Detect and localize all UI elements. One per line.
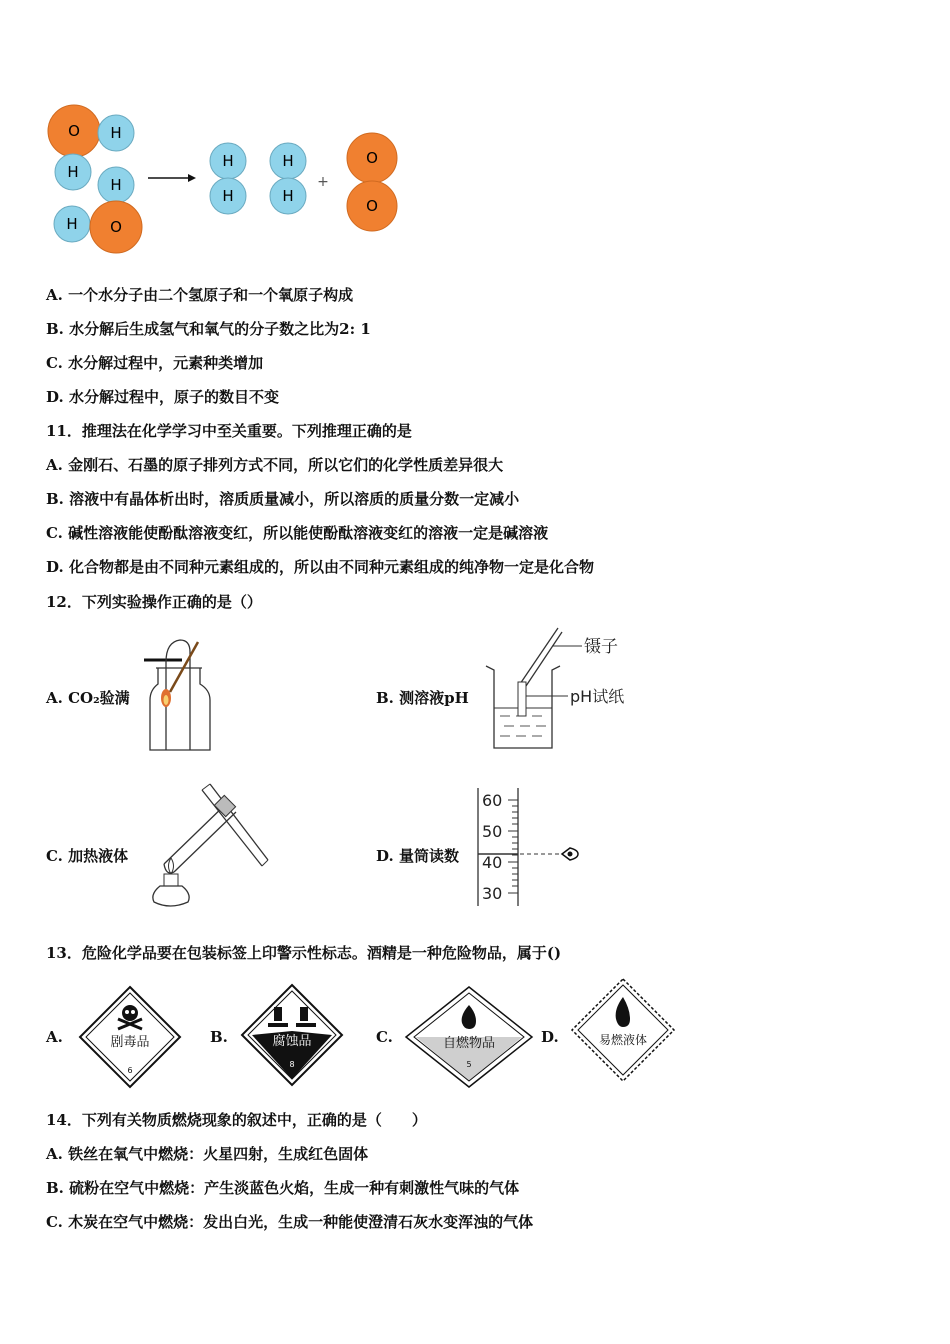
svg-text:5: 5 xyxy=(466,1060,472,1069)
q11-option-c: C. 碱性溶液能使酚酞溶液变红，所以能使酚酞溶液变红的溶液一定是碱溶液 xyxy=(46,524,549,542)
q10-option-a: A. 一个水分子由二个氢原子和一个氧原子构成 xyxy=(46,286,354,304)
q10-option-b: B. 水分解后生成氢气和氧气的分子数之比为2: 1 xyxy=(46,320,371,338)
co2-bottle-figure xyxy=(136,632,216,754)
q11-option-b: B. 溶液中有晶体析出时，溶质质量减小，所以溶质的质量分数一定减小 xyxy=(46,490,520,508)
tick-label: 50 xyxy=(482,822,503,841)
svg-text:6: 6 xyxy=(127,1066,133,1075)
hydrogen-atom xyxy=(98,115,134,151)
svg-text:H: H xyxy=(67,163,79,181)
eye-icon xyxy=(562,848,578,860)
svg-text:O: O xyxy=(68,122,80,140)
q12-option-d-label: D. 量筒读数 xyxy=(376,847,459,865)
oxygen-atom xyxy=(48,105,100,157)
q14-option-a: A. 铁丝在氧气中燃烧：火星四射，生成红色固体 xyxy=(46,1145,369,1163)
svg-text:O: O xyxy=(366,197,378,215)
q13-option-a-label: A. xyxy=(46,1028,63,1046)
q11-option-a: A. 金刚石、石墨的原子排列方式不同，所以它们的化学性质差异很大 xyxy=(46,456,504,474)
q13-option-c-label: C. xyxy=(376,1028,393,1046)
hydrogen-atom xyxy=(55,154,91,190)
svg-text:H: H xyxy=(282,187,294,205)
heating-liquid-figure xyxy=(140,778,275,913)
q14-option-b: B. 硫粉在空气中燃烧：产生淡蓝色火焰，生成一种有刺激性气味的气体 xyxy=(46,1179,520,1197)
flammable-liquid-sign xyxy=(570,977,676,1083)
q12-option-c-label: C. 加热液体 xyxy=(46,847,129,865)
reaction-arrow-icon xyxy=(148,174,196,182)
svg-text:H: H xyxy=(66,215,78,233)
hydrogen-atom xyxy=(54,206,90,242)
svg-text:H: H xyxy=(222,152,234,170)
plus-sign: + xyxy=(317,174,329,190)
q13-option-d-label: D. xyxy=(541,1028,559,1046)
graduated-cylinder-figure xyxy=(470,786,590,908)
hydrogen-atom xyxy=(210,178,246,214)
svg-text:H: H xyxy=(110,124,122,142)
svg-text:剧毒品: 剧毒品 xyxy=(110,1035,150,1050)
q11-stem: 11．推理法在化学学习中至关重要。下列推理正确的是 xyxy=(46,422,412,440)
tick-label: 30 xyxy=(482,884,503,903)
hydrogen-atom xyxy=(270,143,306,179)
tick-label: 60 xyxy=(482,791,503,810)
svg-text:自燃物品: 自燃物品 xyxy=(442,1036,496,1051)
svg-text:易燃液体: 易燃液体 xyxy=(598,1033,648,1047)
hydrogen-atom xyxy=(270,178,306,214)
oxygen-atom xyxy=(347,181,397,231)
q14-option-c: C. 木炭在空气中燃烧：发出白光，生成一种能使澄清石灰水变浑浊的气体 xyxy=(46,1213,534,1231)
ph-paper-label: pH试纸 xyxy=(570,687,625,706)
hydrogen-atom xyxy=(98,167,134,203)
svg-text:8: 8 xyxy=(289,1060,295,1069)
q11-option-d: D. 化合物都是由不同种元素组成的，所以由不同种元素组成的纯净物一定是化合物 xyxy=(46,558,594,576)
corrosive-sign xyxy=(240,983,344,1087)
q10-option-c: C. 水分解过程中，元素种类增加 xyxy=(46,354,264,372)
q12-option-b-label: B. 测溶液pH xyxy=(376,689,469,707)
svg-text:O: O xyxy=(110,218,122,236)
svg-text:O: O xyxy=(366,149,378,167)
water-decomposition-diagram xyxy=(40,100,410,260)
ph-test-figure xyxy=(480,624,655,754)
svg-text:H: H xyxy=(110,176,122,194)
q12-option-a-label: A. CO₂验满 xyxy=(46,689,130,707)
toxic-sign xyxy=(78,985,182,1089)
oxygen-atom xyxy=(347,133,397,183)
spontaneous-combustion-sign xyxy=(404,985,534,1089)
q13-option-b-label: B. xyxy=(210,1028,228,1046)
svg-text:H: H xyxy=(222,187,234,205)
oxygen-atom xyxy=(90,201,142,253)
q10-option-d: D. 水分解过程中，原子的数目不变 xyxy=(46,388,279,406)
tweezers-label: 镊子 xyxy=(584,637,618,657)
q14-stem: 14．下列有关物质燃烧现象的叙述中，正确的是（ ） xyxy=(46,1111,427,1129)
svg-text:腐蚀品: 腐蚀品 xyxy=(272,1034,312,1049)
q13-stem: 13．危险化学品要在包装标签上印警示性标志。酒精是一种危险物品，属于() xyxy=(46,944,562,962)
svg-text:H: H xyxy=(282,152,294,170)
tick-label: 40 xyxy=(482,853,503,872)
q12-stem: 12．下列实验操作正确的是（） xyxy=(46,593,262,611)
hydrogen-atom xyxy=(210,143,246,179)
